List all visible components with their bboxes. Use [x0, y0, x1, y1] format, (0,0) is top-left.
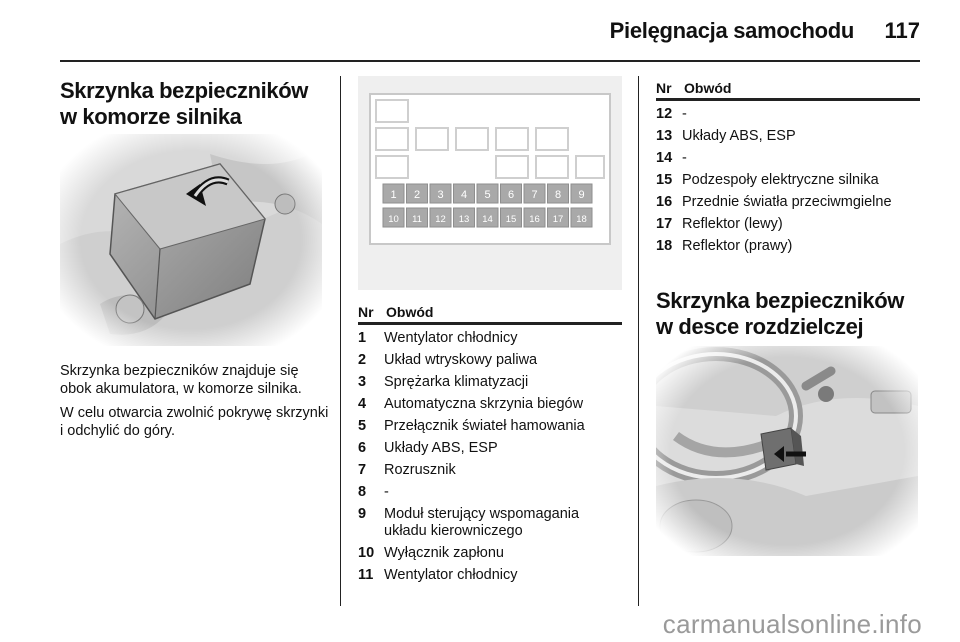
running-title: Pielęgnacja samochodu	[609, 18, 854, 43]
section-title-line: Skrzynka bezpieczników	[656, 288, 904, 313]
circuit-name: Sprężarka klimatyzacji	[384, 374, 529, 390]
table-row	[656, 106, 920, 123]
table-row	[358, 374, 622, 391]
column-divider	[340, 76, 341, 606]
circuit-name: Wyłącznik zapłonu	[384, 545, 504, 561]
dashboard-fusebox-photo	[656, 346, 918, 556]
fuse-slot-label: 13	[458, 214, 470, 225]
fuse-number: 10	[358, 545, 375, 561]
fuse-number: 4	[358, 396, 367, 412]
fuse-number: 16	[656, 194, 673, 210]
fuse-slot-label: 1	[390, 189, 397, 201]
table-row	[656, 238, 920, 255]
circuit-name: Rozrusznik	[384, 462, 456, 478]
section-title-line: w desce rozdzielczej	[656, 314, 864, 339]
fuse-number: 17	[656, 216, 673, 232]
table-row	[358, 330, 622, 347]
table-row	[358, 440, 622, 457]
circuit-name: Przełącznik świateł hamowania	[384, 418, 585, 434]
fuse-slot-label: 8	[554, 189, 562, 201]
fuse-slot-label: 9	[578, 189, 585, 201]
table-row	[358, 545, 622, 562]
fuse-table-2	[656, 80, 920, 255]
circuit-name: Automatyczna skrzynia biegów	[384, 396, 584, 412]
table-row	[656, 216, 920, 233]
fuse-slot-label: 16	[529, 214, 540, 225]
fuse-number: 6	[358, 440, 367, 456]
fuse-number: 7	[358, 462, 367, 478]
fuse-number: 13	[656, 128, 673, 144]
table-row	[656, 150, 920, 167]
circuit-name: -	[384, 484, 389, 500]
table-row	[358, 352, 622, 369]
fuse-slot-label: 11	[412, 214, 422, 225]
circuit-name: Reflektor (prawy)	[682, 238, 793, 254]
paragraph-opening: W celu otwarcia zwolnić pokrywę skrzynki i odchylić do góry.	[60, 405, 329, 439]
fuse-slot-label: 5	[484, 189, 491, 201]
table-row	[656, 172, 920, 189]
fuse-table-1	[358, 304, 622, 584]
paragraph-location: Skrzynka bezpieczników znajduje się obok akumulatora, w komorze silnika.	[60, 363, 302, 397]
fuse-slot-label: 3	[437, 189, 444, 201]
page-number: 117	[884, 18, 920, 43]
table-row	[358, 506, 622, 540]
section-title-line: w komorze silnika	[60, 104, 242, 129]
fuse-slot-label: 10	[388, 214, 399, 225]
fuse-number: 8	[358, 484, 367, 500]
fuse-slot-label: 6	[507, 189, 515, 201]
circuit-name: -	[682, 106, 687, 122]
fuse-number: 1	[358, 330, 367, 346]
section-title-dashboard-fusebox	[656, 288, 926, 340]
fuse-number: 9	[358, 506, 367, 522]
page-header	[60, 0, 920, 62]
fuse-slot-label: 17	[552, 214, 564, 225]
fuse-number: 14	[656, 150, 673, 166]
fuse-layout-svg	[358, 76, 622, 290]
section-title-line: Skrzynka bezpieczników	[60, 78, 308, 103]
table-row	[656, 128, 920, 145]
table-row	[358, 462, 622, 479]
fuse-slot-label: 14	[482, 214, 493, 225]
circuit-name: Układ wtryskowy paliwa	[384, 352, 538, 368]
circuit-name: Wentylator chłodnicy	[384, 330, 518, 346]
fuse-slot-label: 2	[413, 189, 421, 201]
column-divider	[638, 76, 639, 606]
fuse-number: 15	[656, 172, 673, 188]
table-row	[358, 396, 622, 413]
circuit-name: Wentylator chłodnicy	[384, 567, 518, 583]
header-nr: Nr	[656, 80, 672, 96]
fuse-slot-label: 4	[460, 189, 468, 201]
section-title-engine-fusebox	[60, 78, 330, 130]
table-row	[358, 484, 622, 501]
circuit-name: -	[682, 150, 687, 166]
circuit-name: Podzespoły elektryczne silnika	[682, 172, 879, 188]
header-nr: Nr	[358, 304, 374, 320]
header-circuit: Obwód	[684, 80, 732, 96]
table-row	[358, 567, 622, 584]
circuit-name: Moduł sterujący wspomagania układu kierowniczego	[384, 506, 580, 539]
table-row	[358, 418, 622, 435]
engine-fusebox-photo	[60, 134, 322, 346]
fuse-number: 3	[358, 374, 367, 390]
table-header	[358, 304, 622, 325]
fuse-slot-label: 18	[576, 214, 587, 225]
fuse-number: 5	[358, 418, 367, 434]
header-circuit: Obwód	[386, 304, 434, 320]
fuse-number: 11	[358, 567, 374, 583]
fuse-number: 12	[656, 106, 673, 122]
fuse-slot-label: 12	[435, 214, 446, 225]
circuit-name: Przednie światła przeciwmgielne	[682, 194, 892, 210]
fuse-slot-label: 7	[531, 189, 538, 201]
table-header	[656, 80, 920, 101]
circuit-name: Układy ABS, ESP	[384, 440, 498, 456]
circuit-name: Reflektor (lewy)	[682, 216, 783, 232]
circuit-name: Układy ABS, ESP	[682, 128, 796, 144]
fuse-slot-label: 15	[505, 214, 517, 225]
table-row	[656, 194, 920, 211]
fuse-number: 18	[656, 238, 673, 254]
fuse-number: 2	[358, 352, 367, 368]
fuse-layout-diagram	[358, 76, 622, 290]
watermark: carmanualsonline.info	[662, 609, 922, 639]
